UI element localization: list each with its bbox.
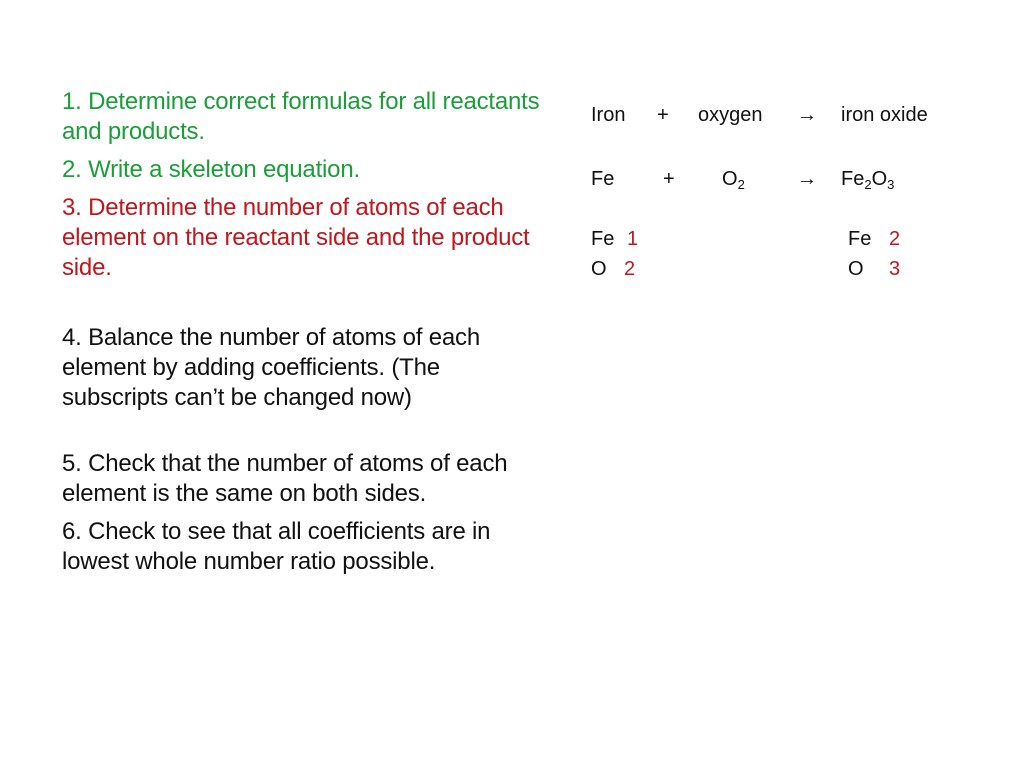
step-6: 6. Check to see that all coefficients are in lowest whole number ratio possible. — [62, 518, 491, 575]
o2-subscript: 2 — [737, 177, 745, 192]
product-count-fe: 2 — [889, 228, 901, 250]
skeleton-product — [841, 164, 894, 194]
skeleton-plus: + — [663, 168, 675, 190]
reactant-count-o: 2 — [624, 258, 636, 280]
step-4: 4. Balance the number of atoms of each element by adding coefficients. (The subscripts can’t be changed now) — [62, 324, 480, 411]
word-reactant-1: Iron — [591, 104, 626, 126]
reactant-element-o: O — [591, 258, 607, 280]
skeleton-equation — [591, 164, 1011, 194]
word-reactant-2: oxygen — [698, 104, 763, 126]
step-2: 2. Write a skeleton equation. — [62, 156, 360, 183]
product-element-fe: Fe — [848, 228, 872, 250]
fe2o3-sub-o: 3 — [887, 177, 895, 192]
product-count-o: 3 — [889, 258, 901, 280]
reactant-count-fe: 1 — [627, 228, 639, 250]
product-element-o: O — [848, 258, 864, 280]
word-equation — [591, 100, 1011, 130]
step-1: 1. Determine correct formulas for all reactants and products. — [62, 88, 540, 145]
reactant-element-fe: Fe — [591, 228, 615, 250]
word-product: iron oxide — [841, 104, 928, 126]
atom-count-row-fe — [591, 224, 1011, 254]
atom-count-row-o — [591, 254, 1011, 284]
skeleton-reactant-2 — [722, 164, 745, 194]
o2-symbol: O — [722, 168, 738, 190]
step-5: 5. Check that the number of atoms of each element is the same on both sides. — [62, 450, 508, 507]
step-3: 3. Determine the number of atoms of each element on the reactant side and the product side. — [62, 194, 530, 281]
steps-list — [62, 87, 552, 577]
fe2o3-sub-fe: 2 — [864, 177, 872, 192]
fe2o3-fe: Fe — [841, 168, 865, 190]
word-arrow: → — [797, 104, 817, 126]
fe2o3-o: O — [871, 168, 888, 190]
skeleton-arrow: → — [797, 168, 817, 190]
word-plus: + — [657, 104, 669, 126]
skeleton-reactant-1: Fe — [591, 168, 615, 190]
equation-panel — [591, 100, 1011, 284]
